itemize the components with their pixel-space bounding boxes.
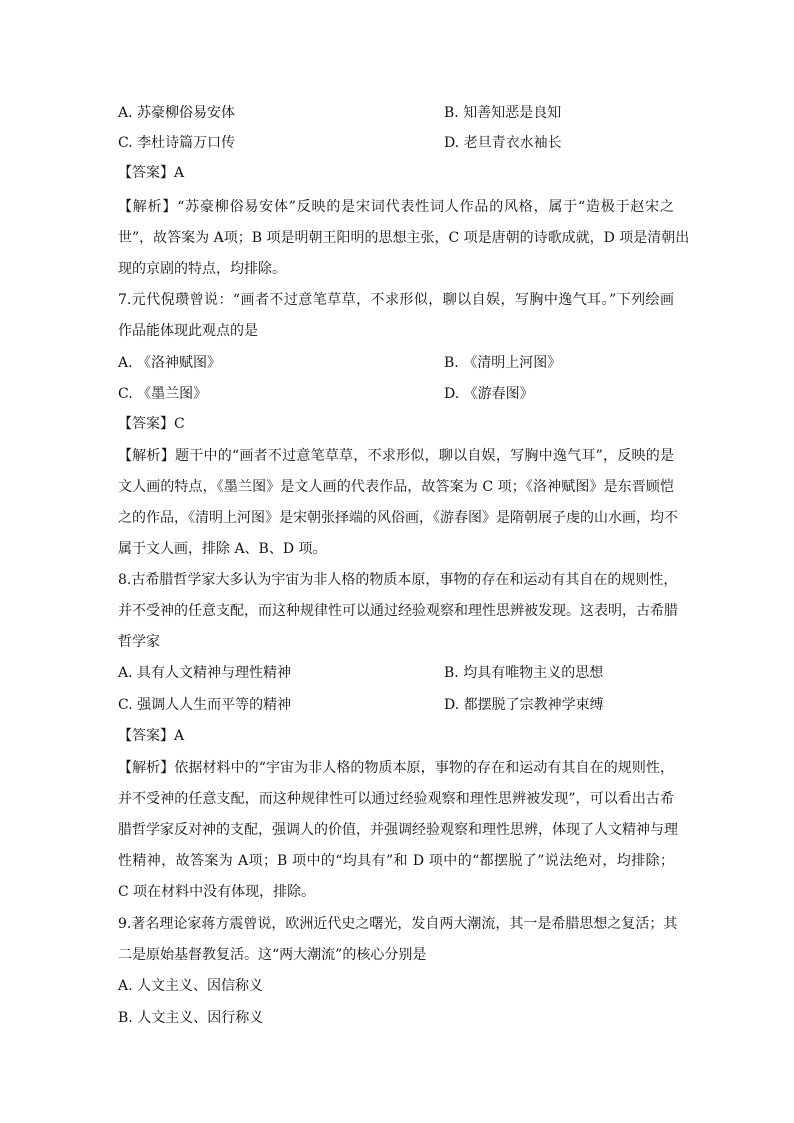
- q7-option-c: C. 《墨兰图》: [118, 386, 208, 402]
- q7-stem-line-2: 作品能体现此观点的是: [118, 323, 258, 339]
- q8-option-d: D. 都摆脱了宗教神学束缚: [444, 697, 604, 713]
- q7-option-d: D. 《游春图》: [444, 386, 534, 402]
- q8-option-b: B. 均具有唯物主义的思想: [444, 665, 604, 681]
- q8-analysis-line-1: 【解析】依据材料中的“宇宙为非人格的物质本原，事物的存在和运动有其自在的规则性，: [118, 760, 674, 776]
- q9-stem-line-1: 9.著名理论家蒋方震曾说，欧洲近代史之曙光，发自两大潮流，其一是希腊思想之复活；其: [118, 916, 678, 932]
- q6-analysis-line-1: 【解析】“苏豪柳俗易安体”反映的是宋词代表性词人作品的风格，属于“造极于赵宋之: [118, 199, 674, 215]
- q6-analysis-line-3: 现的京剧的特点，均排除。: [118, 261, 286, 277]
- q6-option-c: C. 李杜诗篇万口传: [118, 135, 236, 151]
- q7-analysis-line-2: 文人画的特点，《墨兰图》是文人画的代表作品，故答案为 C 项；《洛神赋图》是东晋顾恺: [118, 479, 674, 495]
- q8-answer: 【答案】A: [118, 728, 185, 744]
- q8-analysis-line-2: 并不受神的任意支配，而这种规律性可以通过经验观察和理性思辨被发现”，可以看出古希: [118, 791, 674, 807]
- q6-answer: 【答案】A: [118, 165, 185, 181]
- q6-analysis-line-2: 世”，故答案为 A项；B 项是明朝王阳明的思想主张，C 项是唐朝的诗歌成就，D 项是清朝出: [118, 230, 690, 246]
- q8-option-c: C. 强调人人生而平等的精神: [118, 697, 292, 713]
- q7-option-b: B. 《清明上河图》: [444, 355, 562, 371]
- q8-analysis-line-3: 腊哲学家反对神的支配，强调人的价值，并强调经验观察和理性思辨，体现了人文精神与理: [118, 822, 678, 838]
- q9-stem-line-2: 二是原始基督教复活。这“两大潮流”的核心分别是: [118, 947, 427, 963]
- q7-stem-line-1: 7.元代倪瓒曾说：“画者不过意笔草草，不求形似，聊以自娱，写胸中逸气耳。”下列绘画: [118, 292, 674, 308]
- q6-option-d: D. 老旦青衣水袖长: [444, 135, 562, 151]
- q8-analysis-line-5: C 项在材料中没有体现，排除。: [118, 884, 316, 900]
- q7-analysis-line-4: 属于文人画，排除 A、B、D 项。: [118, 541, 327, 557]
- q7-option-a: A. 《洛神赋图》: [118, 355, 222, 371]
- q6-option-a: A. 苏豪柳俗易安体: [118, 105, 236, 121]
- q8-stem-line-2: 并不受神的任意支配，而这种规律性可以通过经验观察和理性思辨被发现。这表明，古希腊: [118, 603, 678, 619]
- q8-stem-line-3: 哲学家: [118, 634, 160, 650]
- q8-analysis-line-4: 性精神，故答案为 A项；B 项中的“均具有”和 D 项中的“都摆脱了”说法绝对，均排除；: [118, 853, 674, 869]
- q7-analysis-line-1: 【解析】题干中的“画者不过意笔草草，不求形似，聊以自娱，写胸中逸气耳”，反映的是: [118, 448, 674, 464]
- q7-answer: 【答案】C: [118, 416, 185, 432]
- q8-stem-line-1: 8.古希腊哲学家大多认为宇宙为非人格的物质本原，事物的存在和运动有其自在的规则性，: [118, 572, 678, 588]
- q9-option-a: A. 人文主义、因信称义: [118, 978, 264, 994]
- q6-option-b: B. 知善知恶是良知: [444, 105, 562, 121]
- q8-option-a: A. 具有人文精神与理性精神: [118, 665, 292, 681]
- q7-analysis-line-3: 之的作品，《清明上河图》是宋朝张择端的风俗画，《游春图》是隋朝展子虔的山水画，均不: [118, 510, 678, 526]
- q9-option-b: B. 人文主义、因行称义: [118, 1010, 264, 1026]
